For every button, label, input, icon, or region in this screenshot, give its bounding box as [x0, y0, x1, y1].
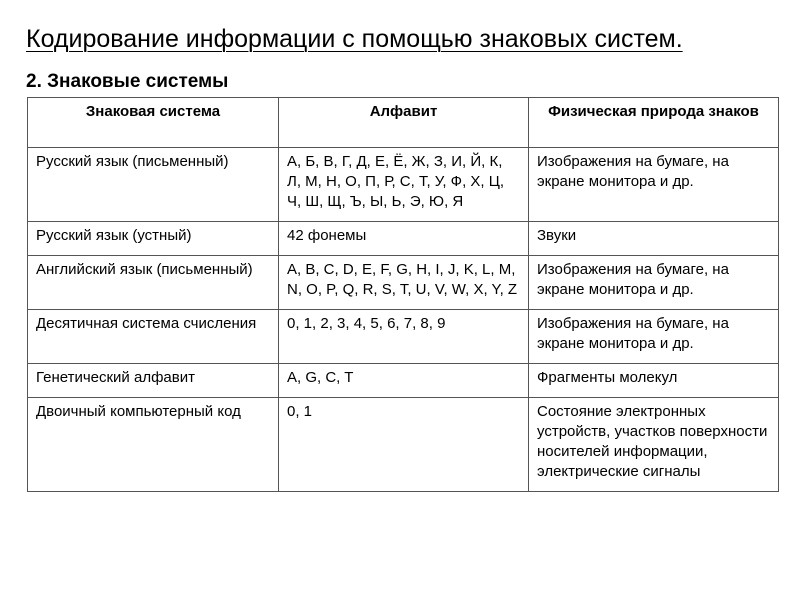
table-header-row: [28, 98, 779, 148]
cell-sign-system: Генетический алфавит: [28, 364, 279, 398]
column-header-physical-nature: Физическая природа знаков: [529, 98, 779, 148]
cell-alphabet: 0, 1, 2, 3, 4, 5, 6, 7, 8, 9: [279, 310, 529, 364]
cell-physical-nature: Изображения на бумаге, на экране монитора и др.: [529, 256, 779, 310]
table-row: [28, 398, 779, 492]
table-row: [28, 148, 779, 222]
sign-systems-table: [27, 97, 779, 492]
cell-sign-system: Русский язык (письменный): [28, 148, 279, 222]
table-row: [28, 364, 779, 398]
column-header-sign-system: Знаковая система: [28, 98, 279, 148]
cell-sign-system: Двоичный компьютерный код: [28, 398, 279, 492]
cell-alphabet: 42 фонемы: [279, 222, 529, 256]
cell-sign-system: Десятичная система счисления: [28, 310, 279, 364]
cell-alphabet: A, B, C, D, E, F, G, H, I, J, K, L, M, N, O, P, Q, R, S, T, U, V, W, X, Y, Z: [279, 256, 529, 310]
cell-physical-nature: Изображения на бумаге, на экране монитора и др.: [529, 148, 779, 222]
cell-physical-nature: Изображения на бумаге, на экране монитора и др.: [529, 310, 779, 364]
cell-alphabet: 0, 1: [279, 398, 529, 492]
cell-sign-system: Английский язык (письменный): [28, 256, 279, 310]
cell-physical-nature: Фрагменты молекул: [529, 364, 779, 398]
cell-alphabet: A, G, C, T: [279, 364, 529, 398]
section-heading: 2. Знаковые системы: [26, 71, 229, 92]
table-row: [28, 222, 779, 256]
cell-alphabet: А, Б, В, Г, Д, Е, Ё, Ж, З, И, Й, К, Л, М, Н, О, П, Р, С, Т, У, Ф, Х, Ц, Ч, Ш, Щ, Ъ, Ы, Ь, Э, Ю, Я: [279, 148, 529, 222]
page-title: Кодирование информации с помощью знаковых систем.: [26, 25, 683, 53]
column-header-alphabet: Алфавит: [279, 98, 529, 148]
cell-sign-system: Русский язык (устный): [28, 222, 279, 256]
cell-physical-nature: Состояние электронных устройств, участков поверхности носителей информации, электрические сигналы: [529, 398, 779, 492]
table-row: [28, 256, 779, 310]
table-row: [28, 310, 779, 364]
cell-physical-nature: Звуки: [529, 222, 779, 256]
